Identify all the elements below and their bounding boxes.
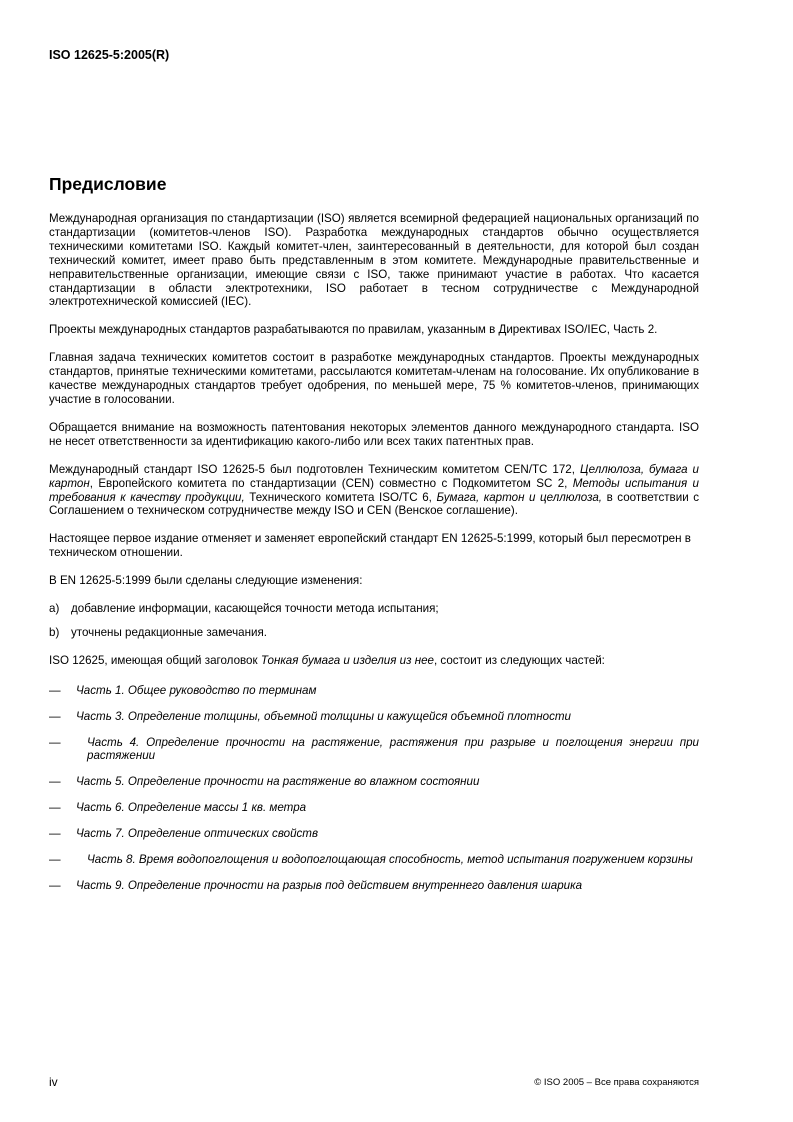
part-title: Часть 8. Время водопоглощения и водопоглощающая способность, метод испытания погружением корзины xyxy=(87,853,693,867)
dash-marker: — xyxy=(49,735,61,749)
dash-marker: — xyxy=(49,775,61,789)
paragraph-changes-intro: В EN 12625-5:1999 были сделаны следующие изменения: xyxy=(49,574,363,588)
list-text: уточнены редакционные замечания. xyxy=(71,625,267,639)
dash-marker: — xyxy=(49,827,61,841)
dash-marker: — xyxy=(49,683,61,697)
list-item xyxy=(49,775,699,789)
paragraph-committees: Главная задача технических комитетов состоит в разработке международных стандартов. Проекты международных стандартов, принятые техническими комитетами, рассылаются комитетам-членам на голосование. Их опубликование в качестве международных стандартов требует одобрения, по меньшей мере, 75 % комитетов-членов, принимающих участие в голосовании. xyxy=(49,351,699,406)
dash-marker: — xyxy=(49,879,61,892)
prepared-italic-2: Методы испытания и требования к качеству продукции, xyxy=(49,476,699,504)
parts-intro-text-1: ISO 12625, имеющая общий заголовок xyxy=(49,653,258,667)
part-title: Часть 5. Определение прочности на растяжение во влажном состоянии xyxy=(76,775,480,789)
part-title: Часть 1. Общее руководство по терминам xyxy=(76,683,317,697)
prepared-italic-1: Целлюлоза, бумага и картон xyxy=(49,462,699,490)
parts-intro-italic: Тонкая бумага и изделия из нее xyxy=(260,653,434,667)
list-marker: b) xyxy=(49,625,60,639)
page-number: iv xyxy=(49,1075,58,1089)
paragraph-edition: Настоящее первое издание отменяет и заменяет европейский стандарт EN 12625-5:1999, который был пересмотрен в техническом отношении. xyxy=(49,532,691,560)
prepared-text-3: Технического комитета ISO/TC 6, xyxy=(249,490,432,504)
paragraph-patents: Обращается внимание на возможность патентования некоторых элементов данного международного стандарта. ISO не несет ответственности за идентификацию какого-либо или всех таких патентных прав. xyxy=(49,420,699,448)
copyright-notice: © ISO 2005 – Все права сохраняются xyxy=(534,1077,699,1088)
prepared-text-4: в соответствии с Соглашением о техническом сотрудничестве между ISO и CEN (Венское соглашение). xyxy=(49,490,700,518)
list-item xyxy=(49,736,699,764)
list-item xyxy=(49,602,699,616)
dash-marker: — xyxy=(49,853,61,867)
list-item xyxy=(49,626,699,640)
list-marker: a) xyxy=(49,602,60,616)
paragraph-prepared-by xyxy=(49,463,699,519)
part-title: Часть 3. Определение толщины, объемной толщины и кажущейся объемной плотности xyxy=(76,709,571,723)
list-item xyxy=(49,710,699,724)
parts-intro-text-2: , состоит из следующих частей: xyxy=(433,653,605,667)
prepared-text-1: Международный стандарт ISO 12625-5 был подготовлен Техническим комитетом CEN/TC 172, xyxy=(49,462,575,476)
dash-marker: — xyxy=(49,709,61,723)
list-item xyxy=(49,853,699,867)
list-text: добавление информации, касающейся точности метода испытания; xyxy=(71,602,439,616)
paragraph-iso-intro: Международная организация по стандартизации (ISO) является всемирной федерацией национальных организаций по стандартизации (комитетов-членов ISO). Разработка международных стандартов обычно осуществляется техническими комитетами ISO. Каждый комитет-член, заинтересованный в деятельности, для которой был создан технический комитет, имеет право быть представленным в этом комитете. Международные правительственные и неправительственные организации, имеющие связи с ISO, также принимают участие в работах. Что касается стандартизации в области электротехники, ISO работает в тесном сотрудничестве с Международной электротехнической комиссией (IEC). xyxy=(49,212,699,309)
foreword-body xyxy=(49,212,699,905)
list-item xyxy=(49,879,699,893)
list-item xyxy=(49,684,699,698)
list-item xyxy=(49,827,699,841)
part-title: Часть 9. Определение прочности на разрыв под действием внутреннего давления шарика xyxy=(76,879,583,892)
part-title: Часть 6. Определение массы 1 кв. метра xyxy=(76,801,307,815)
paragraph-parts-intro xyxy=(49,654,699,668)
paragraph-directives: Проекты международных стандартов разрабатываются по правилам, указанным в Директивах ISO/IEC, Часть 2. xyxy=(49,323,658,337)
dash-marker: — xyxy=(49,801,61,815)
list-item xyxy=(49,801,699,815)
part-title: Часть 7. Определение оптических свойств xyxy=(76,827,319,841)
document-id: ISO 12625-5:2005(R) xyxy=(49,48,170,62)
page-title: Предисловие xyxy=(49,174,167,194)
prepared-text-2: , Европейского комитета по стандартизации (CEN) совместно с Подкомитетом SC 2, xyxy=(89,476,568,490)
prepared-italic-3: Бумага, картон и целлюлоза, xyxy=(436,490,603,504)
part-title: Часть 4. Определение прочности на растяжение, растяжения при разрыве и поглощения энергии при растяжении xyxy=(87,735,699,763)
